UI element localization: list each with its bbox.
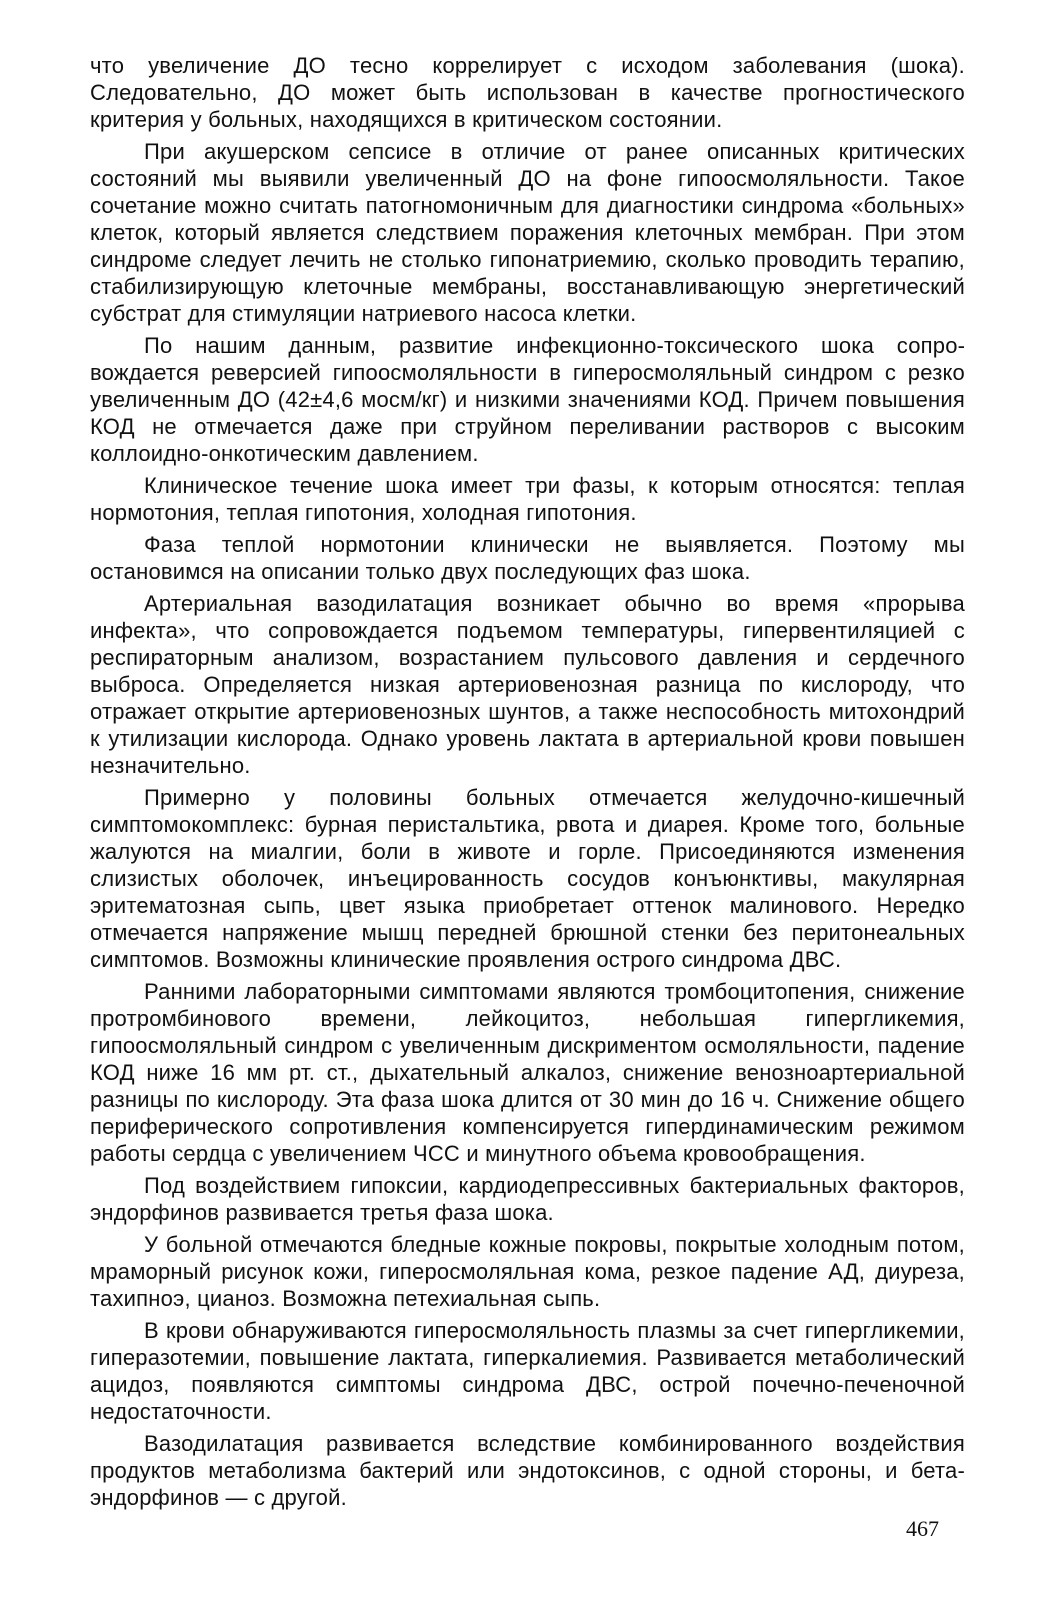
paragraph-6: Артериальная вазодилатация возникает обычно во время «прорыва инфекта», что сопровождается подъемом температуры, гипервентиляцией с респираторным анализом, возрастанием пульсового давления и сердечного выброса. Определяется низкая артериовенозная разница по кислороду, что отражает открытие артериовенозных шунтов, а также неспособность митохондрий к утилизации кислорода. Однако уровень лактата в артериальной крови повышен незначительно.: [90, 591, 965, 778]
page-number: 467: [906, 1516, 939, 1541]
page-body: [90, 52, 965, 1516]
paragraph-8: Ранними лабораторными симптомами являются тромбоцитопения, снижение протромбинового времени, лейкоцитоз, небольшая гипергликeмия, гипоосмоляльный синдром с увеличенным дискриментом осмоляльности, падение КОД ниже 16 мм рт. ст., дыхательный алкалоз, снижение венозноартериальной разницы по кислороду. Эта фаза шока длится от 30 мин до 16 ч. Снижение общего периферического сопротивления компенсируется гипердинамическим режимом работы сердца с увеличением ЧСС и минутного объема кровообращения.: [90, 979, 965, 1166]
paragraph-11: В крови обнаруживаются гиперосмоляльность плазмы за счет гипергликемии, гиперазотемии, повышение лактата, гиперкалиемия. Развивается метаболический ацидоз, появляются симптомы синдрома ДВС, острой почечно-печеночной недостаточности.: [90, 1318, 965, 1424]
paragraph-1: что увеличение ДО тесно коррелирует с исходом заболевания (шока). Следовательно, ДО может быть использован в качестве прогностического критерия у больных, находящихся в критическом состоянии.: [90, 53, 965, 132]
paragraph-2: При акушерском сепсисе в отличие от ранее описанных критических состояний мы выявили увеличенный ДО на фоне гипоосмоляльности. Такое сочетание можно считать патогномоничным для диагностики синдрома «больных» клеток, который является следствием поражения клеточных мембран. При этом синдроме следует лечить не столько гипонатриемию, сколько проводить терапию, стабилизирующую клеточные мембраны, восстанавливающую энергетический субстрат для стимуляции натриевого насоса клетки.: [90, 139, 965, 326]
paragraph-4: Клиническое течение шока имеет три фазы, к которым относятся: теплая нормотония, теплая гипотония, холодная гипотония.: [90, 473, 965, 525]
paragraph-9: Под воздействием гипоксии, кардиодепрессивных бактериальных факторов, эндорфинов развивается третья фаза шока.: [90, 1173, 965, 1225]
paragraph-5: Фаза теплой нормотонии клинически не выявляется. Поэтому мы остановимся на описании только двух последующих фаз шока.: [90, 532, 965, 584]
paragraph-7: Примерно у половины больных отмечается желудочно-кишечный симптомокомплекс: бурная перистальтика, рвота и диарея. Кроме того, больные жалуются на миалгии, боли в животе и горле. Присоединяются изменения слизистых оболочек, инъецированность сосудов конъюнктивы, макулярная эритематозная сыпь, цвет языка приобретает оттенок малинового. Нередко отмечается напряжение мышц передней брюшной стенки без перитонеальных симптомов. Возможны клинические проявления острого синдрома ДВС.: [90, 785, 965, 972]
paragraph-12: Вазодилатация развивается вследствие комбинированного воздействия продуктов метаболизма бактерий или эндотоксинов, с одной стороны, и бета-эндорфинов — с другой.: [90, 1431, 965, 1510]
paragraph-10: У больной отмечаются бледные кожные покровы, покрытые холодным потом, мраморный рисунок кожи, гиперосмоляльная кома, резкое падение АД, диуреза, тахипноэ, цианоз. Возможна петехиальная сыпь.: [90, 1232, 965, 1311]
paragraph-3: По нашим данным, развитие инфекционно-токсического шока сопровождается реверсией гипоосмоляльности в гиперосмоляльный синдром с резко увеличенным ДО (42±4,6 мосм/кг) и низкими значениями КОД. Причем повышения КОД не отмечается даже при струйном переливании растворов с высоким коллоидно-онкотическим давлением.: [90, 333, 965, 466]
